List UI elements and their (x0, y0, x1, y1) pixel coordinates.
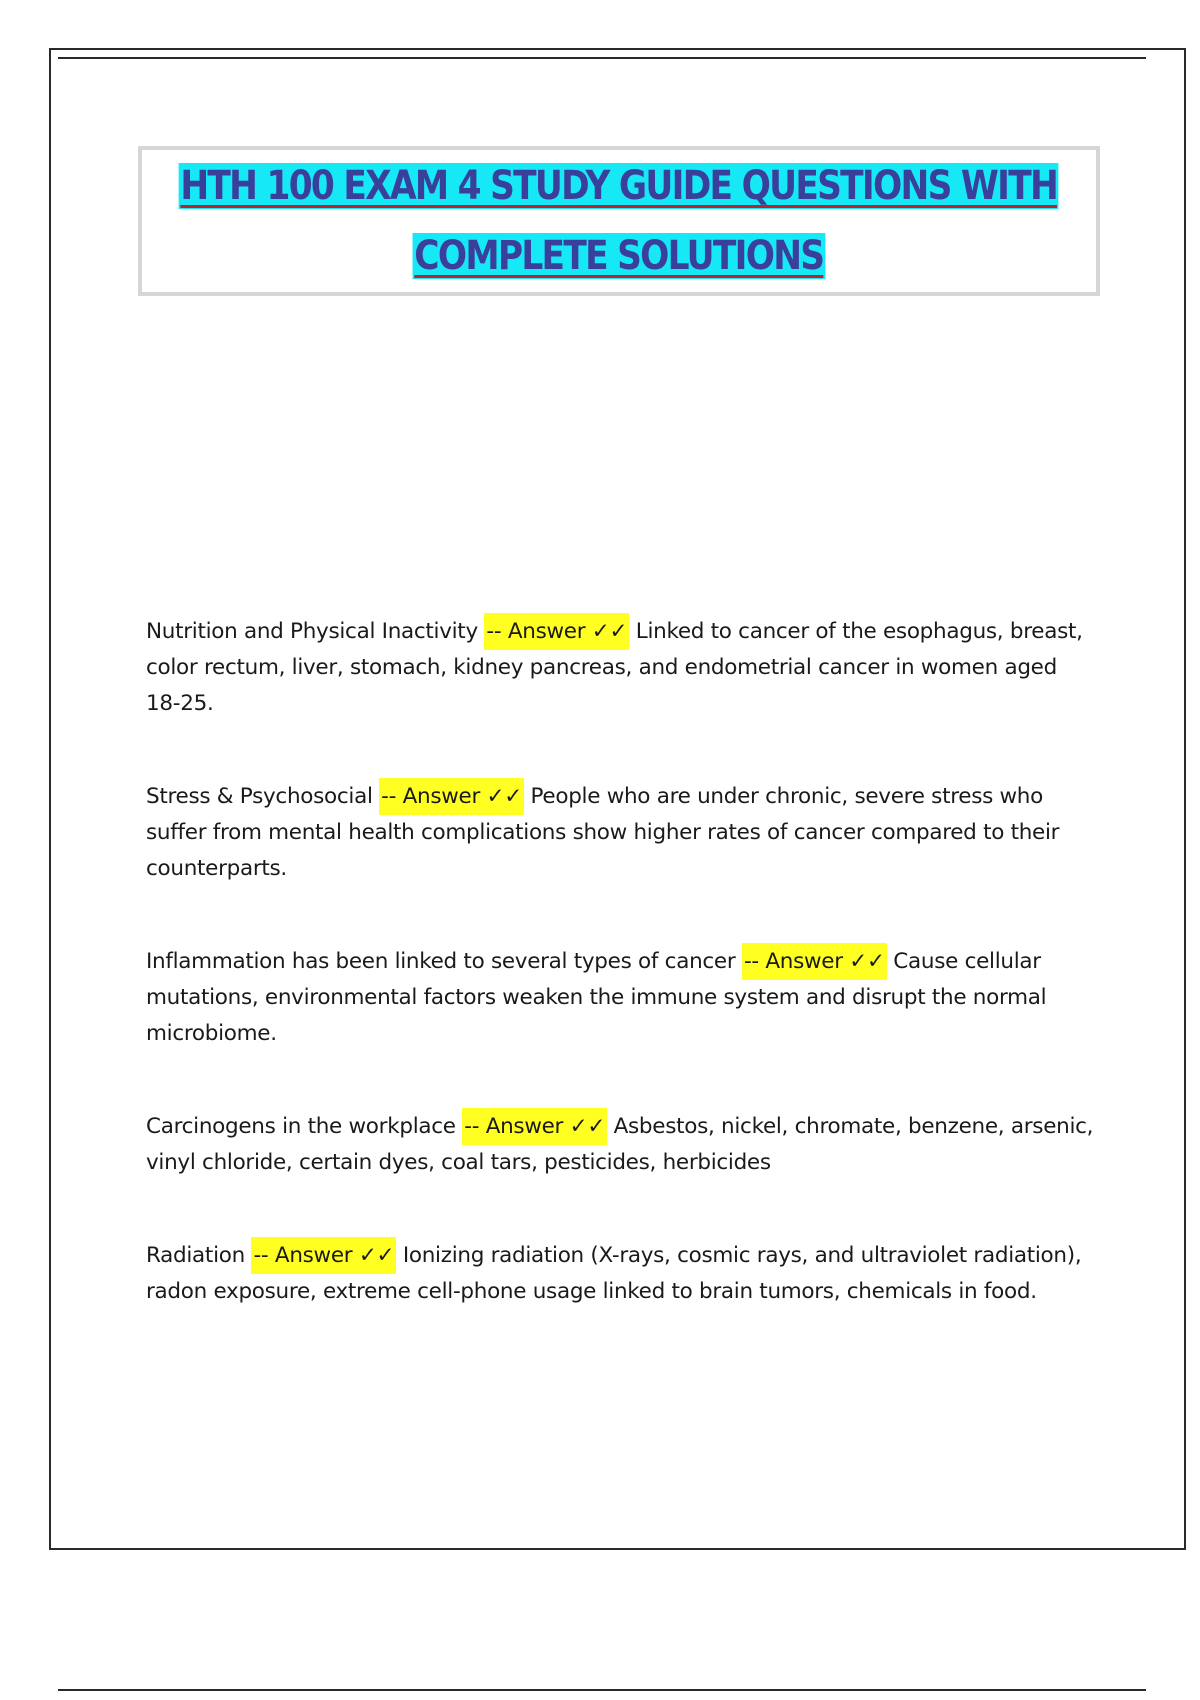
title-line-1 (179, 151, 1059, 221)
qa-item (146, 614, 1096, 722)
question-text: Inflammation has been linked to several types of cancer (146, 949, 736, 974)
answer-text: Linked to cancer of the esophagus, breast, color rectum, liver, stomach, kidney pancreas, and endometrial cancer in women aged 18-25. (146, 619, 1083, 716)
question-text: Radiation (146, 1243, 245, 1268)
title-box (138, 146, 1100, 296)
title-text-1: HTH 100 EXAM 4 STUDY GUIDE QUESTIONS WITH (180, 163, 1058, 209)
qa-item (146, 944, 1096, 1052)
answer-text: Cause cellular mutations, environmental factors weaken the immune system and disrupt the normal microbiome. (146, 949, 1047, 1046)
bottom-rule (58, 1689, 1146, 1691)
question-text: Nutrition and Physical Inactivity (146, 619, 478, 644)
question-text: Stress & Psychosocial (146, 784, 373, 809)
answer-label: -- Answer ✓✓ (379, 778, 524, 815)
answer-text: People who are under chronic, severe stress who suffer from mental health complications show higher rates of cancer compared to their counterparts. (146, 784, 1060, 881)
answer-label: -- Answer ✓✓ (251, 1237, 396, 1274)
answer-label: -- Answer ✓✓ (742, 943, 887, 980)
qa-item (146, 1238, 1096, 1310)
answer-text: Asbestos, nickel, chromate, benzene, arsenic, vinyl chloride, certain dyes, coal tars, pesticides, herbicides (146, 1114, 1094, 1175)
title-line-2 (413, 221, 825, 291)
answer-label: -- Answer ✓✓ (484, 613, 629, 650)
qa-item (146, 779, 1096, 887)
title-text-2: COMPLETE SOLUTIONS (414, 233, 824, 279)
question-text: Carcinogens in the workplace (146, 1114, 456, 1139)
answer-label: -- Answer ✓✓ (462, 1108, 607, 1145)
qa-list (146, 614, 1096, 1310)
answer-text: Ionizing radiation (X-rays, cosmic rays, and ultraviolet radiation), radon exposure, extreme cell-phone usage linked to brain tumors, chemicals in food. (146, 1243, 1082, 1304)
qa-item (146, 1109, 1096, 1181)
